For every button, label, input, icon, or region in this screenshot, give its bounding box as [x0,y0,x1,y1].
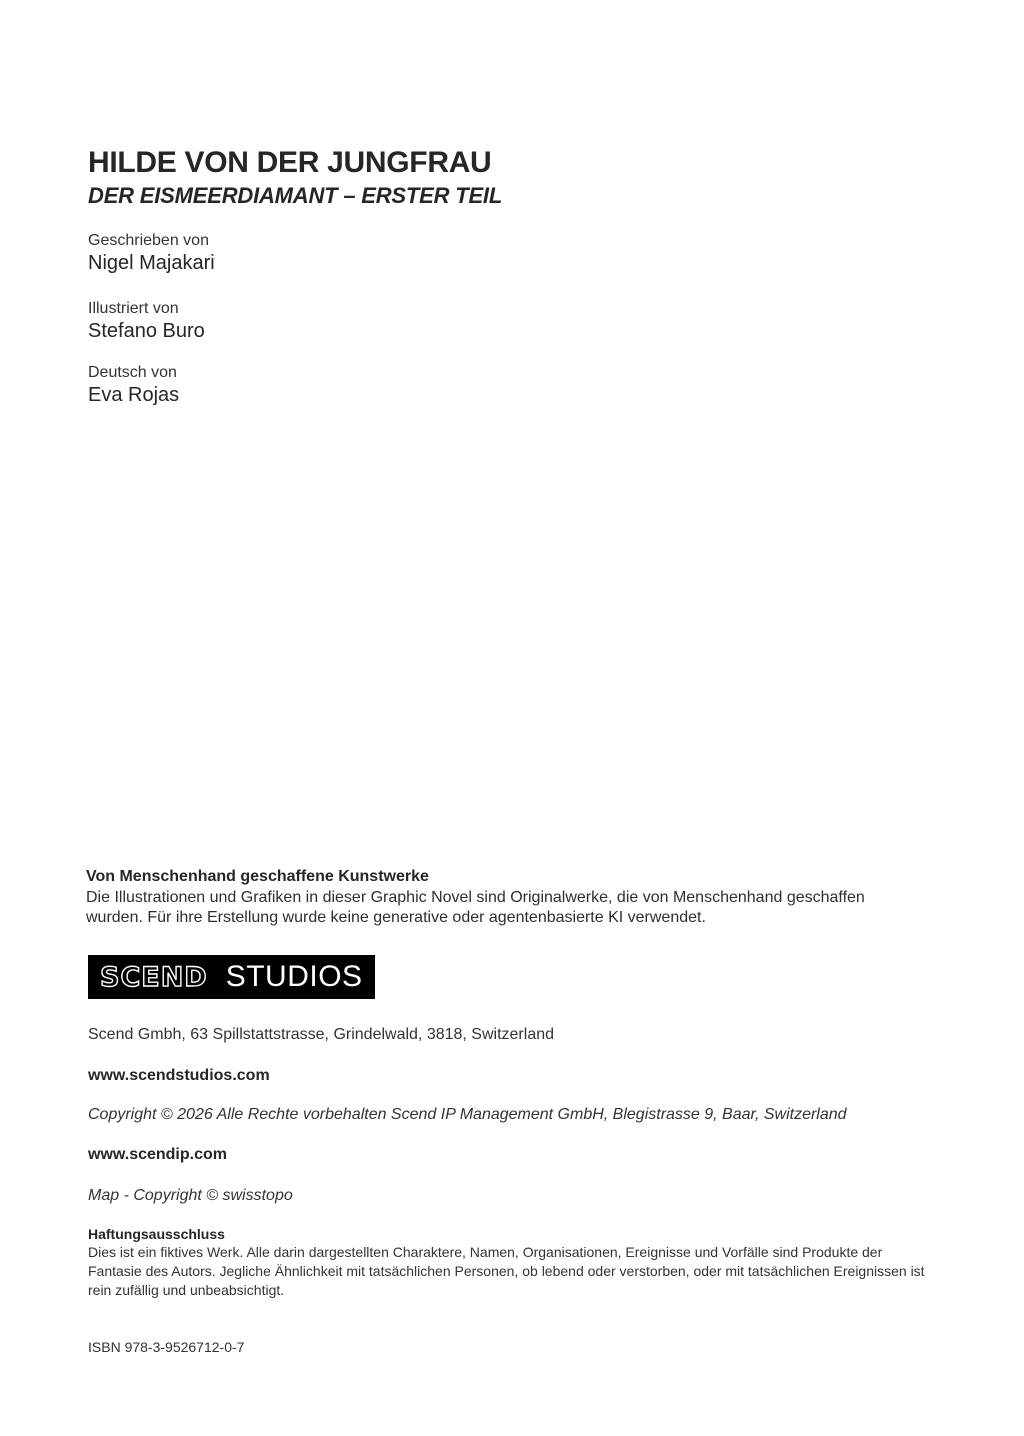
human-made-body: Die Illustrationen und Grafiken in dieser Graphic Novel sind Originalwerke, die von Menschenhand geschaffen wurden. Für ihre Erstellung wurde keine generative oder agentenbasierte KI verwendet. [86,889,865,926]
publisher-address: Scend Gmbh, 63 Spillstattstrasse, Grindelwald, 3818, Switzerland [88,1026,555,1043]
scend-studios-logo [88,955,375,999]
disclaimer-body: Dies ist ein fiktives Werk. Alle darin dargestellten Charaktere, Namen, Organisationen, Ereignisse und Vorfälle sind Produkte der Fantasie des Autors. Jegliche Ähnlichkeit mit tatsächlichen Personen, ob lebend oder verstorben, oder mit tatsächlichen Ereignissen ist rein zufällig und unbeabsichtigt. [88,1244,925,1298]
logo-scend-text: SCEND [100,961,208,993]
book-subtitle: DER EISMEERDIAMANT – ERSTER TEIL [88,183,503,208]
credit-translator-name: Eva Rojas [88,384,180,406]
map-copyright: Map - Copyright © swisstopo [88,1187,293,1204]
credit-writer-name: Nigel Majakari [88,252,215,274]
credit-illustrator-label: Illustriert von [88,300,179,317]
logo-studios-text: STUDIOS [225,960,363,993]
ip-website: www.scendip.com [88,1146,227,1163]
human-made-heading: Von Menschenhand geschaffene Kunstwerke [86,868,429,885]
credit-illustrator-name: Stefano Buro [88,320,205,342]
credit-translator-label: Deutsch von [88,364,177,381]
publisher-website: www.scendstudios.com [88,1067,270,1084]
isbn-number: ISBN 978-3-9526712-0-7 [88,1339,245,1355]
book-title: HILDE VON DER JUNGFRAU [88,146,492,179]
credit-writer-label: Geschrieben von [88,232,209,249]
copyright-notice: Copyright © 2026 Alle Rechte vorbehalten Scend IP Management GmbH, Blegistrasse 9, Baar, Switzerland [88,1106,847,1123]
disclaimer-heading: Haftungsausschluss [88,1226,225,1242]
